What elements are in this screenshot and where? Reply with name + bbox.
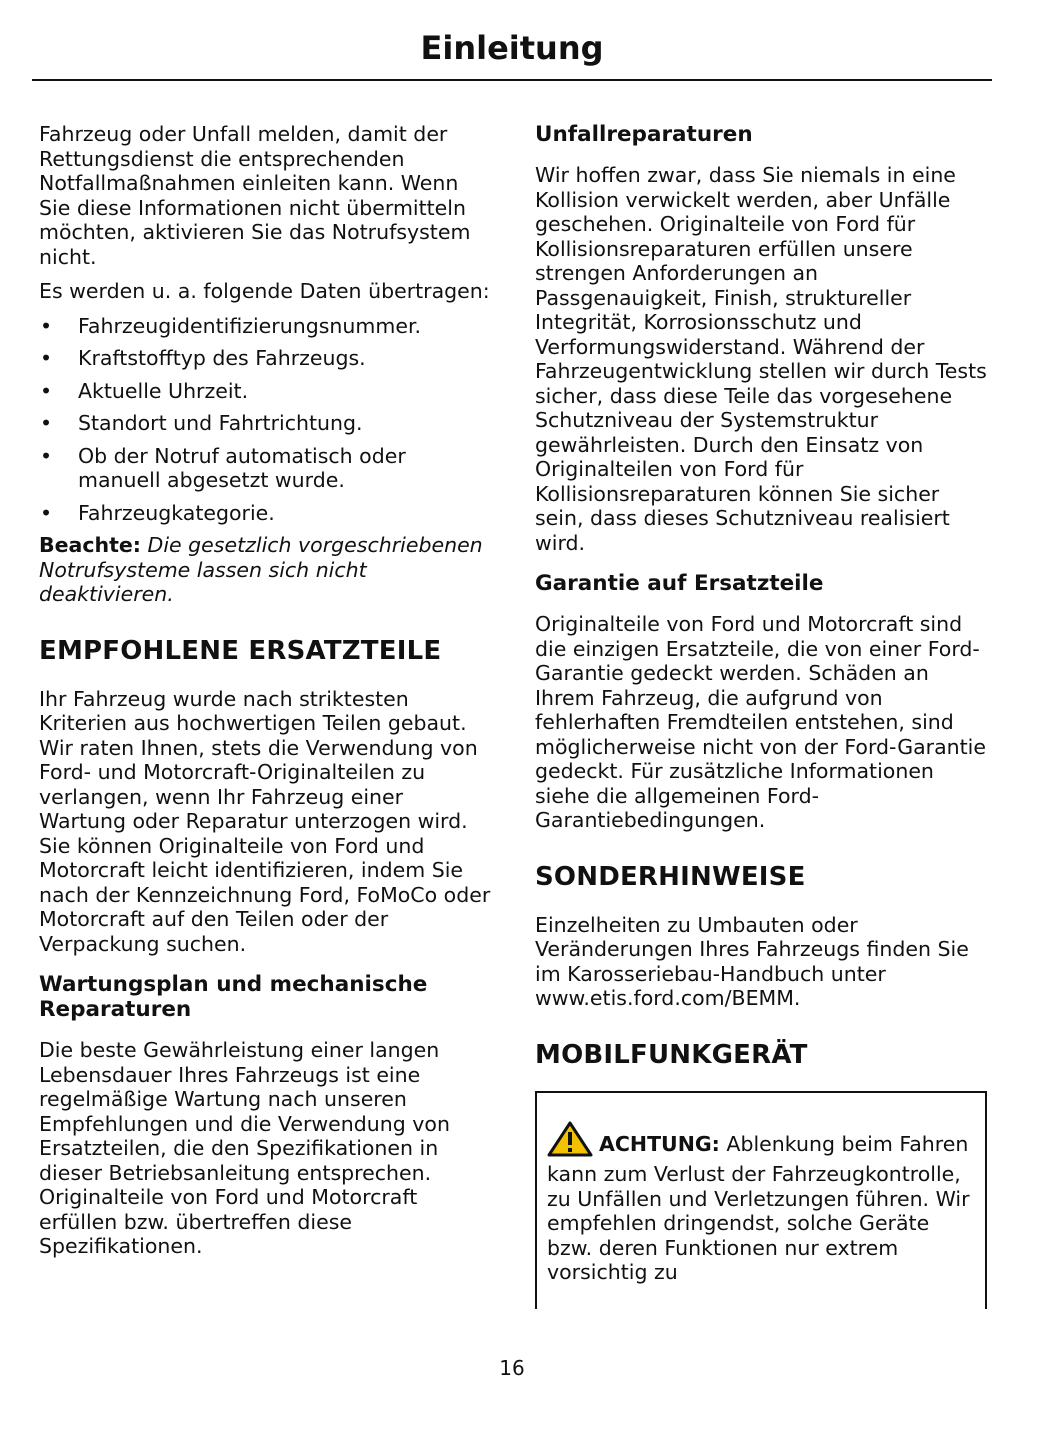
list-item: • Aktuelle Uhrzeit. — [40, 378, 249, 403]
section-heading-mobile-device: MOBILFUNKGERÄT — [535, 1039, 808, 1070]
bullet-marker: • — [40, 500, 53, 525]
bullet-marker: • — [40, 346, 53, 370]
bullet-marker: • — [40, 378, 53, 403]
title-divider — [32, 79, 992, 81]
section-heading-replacement-parts: EMPFOHLENE ERSATZTEILE — [39, 635, 442, 666]
note-text: Die gesetzlich vorgeschriebenen Notrufsysteme lassen sich nicht deaktivieren. — [39, 533, 483, 606]
warning-label: ACHTUNG: — [599, 1131, 720, 1156]
list-item: • Kraftstofftyp des Fahrzeugs. — [40, 346, 366, 370]
intro-paragraph: Fahrzeug oder Unfall melden, damit der Rettungsdienst die entsprechenden Notfallmaßnahmen einleiten kann. Wenn Sie diese Informationen nicht übermitteln möchten, aktivieren Sie das Notrufsystem nicht. — [39, 122, 471, 269]
subsection-heading-accident-repairs: Unfallreparaturen — [535, 122, 753, 147]
page-title: Einleitung — [420, 29, 604, 67]
list-item: • Fahrzeugidentifizierungsnummer. — [40, 313, 422, 338]
right-column — [535, 122, 987, 1309]
list-item: • Standort und Fahrtrichtung. — [40, 411, 363, 435]
special-notes-paragraph: Einzelheiten zu Umbauten oder Veränderungen Ihres Fahrzeugs finden Sie im Karosseriebau-Handbuch unter www.etis.ford.com/BEMM. — [535, 912, 969, 1010]
subsection-heading-maintenance: Wartungsplan und mechanische Reparaturen — [39, 972, 428, 1022]
list-item: • Ob der Notruf automatisch oder manuell abgesetzt wurde. — [40, 443, 406, 492]
page-number: 16 — [499, 1356, 525, 1380]
section-heading-special-notes: SONDERHINWEISE — [535, 861, 806, 892]
bullet-marker: • — [40, 313, 53, 338]
replacement-parts-paragraph: Ihr Fahrzeug wurde nach striktesten Kriterien aus hochwertigen Teilen gebaut. Wir raten Ihnen, stets die Verwendung von Ford- und Motorcraft-Originalteilen zu verlangen, wenn Ihr Fahrzeug einer Wartung oder Reparatur unterzogen wird. Sie können Originalteile von Ford und Motorcraft leicht identifizieren, indem Sie nach der Kennzeichnung Ford, FoMoCo oder Motorcraft auf den Teilen oder der Verpackung suchen. — [39, 686, 491, 956]
maintenance-paragraph: Die beste Gewährleistung einer langen Lebensdauer Ihres Fahrzeugs ist eine regelmäßige Wartung nach unseren Empfehlungen und die Verwendung von Ersatzteilen, die den Spezifikationen in dieser Betriebsanleitung entsprechen. Originalteile von Ford und Motorcraft erfüllen bzw. übertreffen diese Spezifikationen. — [39, 1038, 450, 1258]
bullet-marker: • — [40, 443, 53, 468]
left-column — [39, 122, 491, 1269]
warning-text: Ablenkung beim Fahren kann zum Verlust der Fahrzeugkontrolle, zu Unfällen und Verletzungen führen. Wir empfehlen dringendst, solche Geräte bzw. deren Funktionen nur extrem vorsichtig zu — [547, 1131, 970, 1284]
data-list — [39, 314, 491, 526]
data-list-intro: Es werden u. a. folgende Daten übertragen: — [39, 279, 490, 303]
bullet-marker: • — [40, 411, 53, 435]
subsection-heading-parts-warranty: Garantie auf Ersatzteile — [535, 571, 824, 596]
warning-paragraph — [547, 1121, 975, 1285]
warning-triangle-icon — [547, 1121, 593, 1163]
parts-warranty-paragraph: Originalteile von Ford und Motorcraft sind die einzigen Ersatzteile, die von einer Ford-Garantie gedeckt werden. Schäden an Ihrem Fahrzeug, die aufgrund von fehlerhaften Fremdteilen entstehen, sind möglicherweise nicht von der Ford-Garantie gedeckt. Für zusätzliche Informationen siehe die allgemeinen Ford-Garantiebedingungen. — [535, 612, 986, 832]
note-label: Beachte: — [39, 533, 142, 557]
note-paragraph — [39, 533, 491, 607]
accident-repairs-paragraph: Wir hoffen zwar, dass Sie niemals in eine Kollision verwickelt werden, aber Unfälle geschehen. Originalteile von Ford für Kollisionsreparaturen erfüllen unsere strengen Anforderungen an Passgenauigkeit, Finish, struktureller Integrität, Korrosionsschutz und Verformungswiderstand. Während der Fahrzeugentwicklung stellen wir durch Tests sicher, dass diese Teile das vorgesehene Schutzniveau der Systemstruktur gewährleisten. Durch den Einsatz von Originalteilen von Ford für Kollisionsreparaturen können Sie sicher sein, dass dieses Schutzniveau realisiert wird. — [535, 163, 987, 555]
warning-box — [535, 1091, 987, 1309]
list-item: • Fahrzeugkategorie. — [40, 500, 275, 525]
